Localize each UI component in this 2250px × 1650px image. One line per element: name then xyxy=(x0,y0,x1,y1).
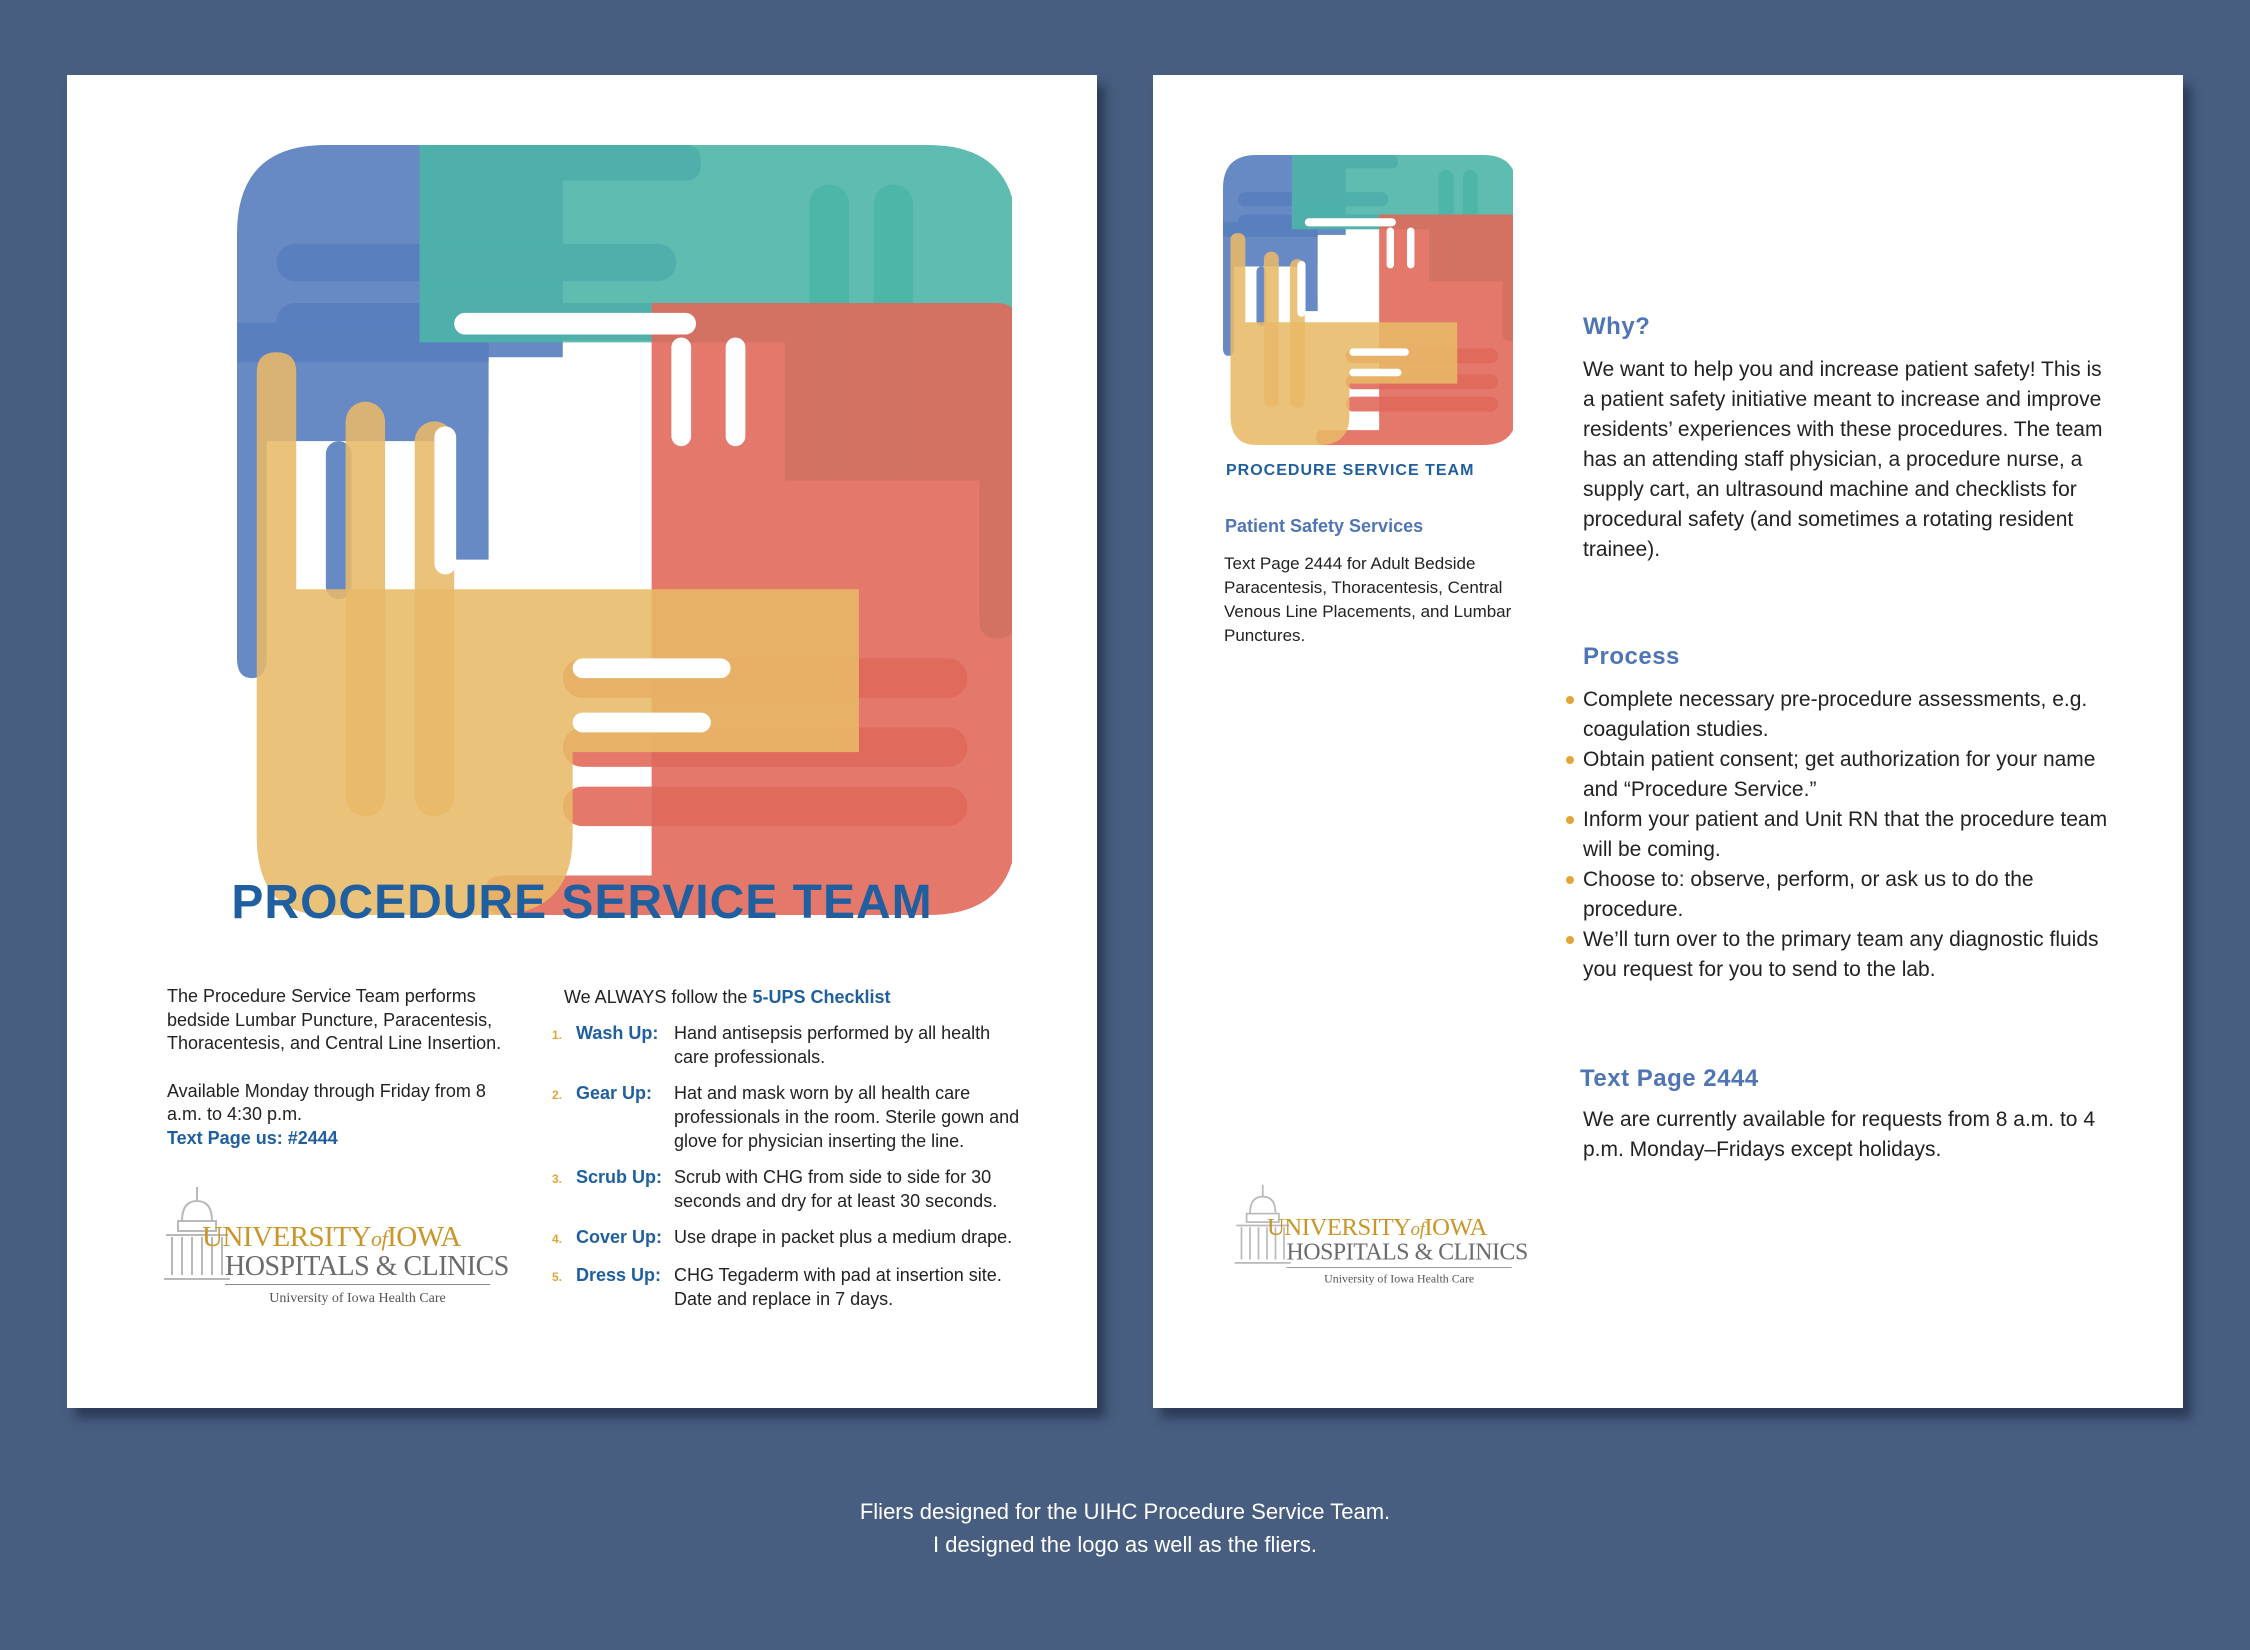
caption-line-2: I designed the logo as well as the fliers. xyxy=(932,1532,1317,1557)
step-number: 2. xyxy=(552,1088,563,1102)
checklist-heading xyxy=(564,985,1022,1009)
logo-hospitals-line: HOSPITALS & CLINICS xyxy=(1286,1239,1528,1266)
step-label: Scrub Up: xyxy=(576,1167,663,1187)
step-label: Wash Up: xyxy=(576,1023,659,1043)
intro-column xyxy=(167,985,507,1150)
checklist-name: 5-UPS Checklist xyxy=(752,987,891,1007)
step-number: 1. xyxy=(552,1028,563,1042)
logo-caption: PROCEDURE SERVICE TEAM xyxy=(1226,462,1475,479)
process-item: Choose to: observe, perform, or ask us to do the procedure. xyxy=(1583,865,2123,925)
process-heading: Process xyxy=(1583,643,1680,670)
portfolio-caption xyxy=(0,1495,2250,1561)
patient-safety-body: Text Page 2444 for Adult Bedside Paracentesis, Thoracentesis, Central Venous Line Placements, and Lumbar Punctures. xyxy=(1224,554,1512,645)
hands-logo-icon xyxy=(232,145,1012,915)
logo-health-care-line: University of Iowa Health Care xyxy=(269,1291,446,1306)
step-description: Hand antisepsis performed by all health care professionals. xyxy=(674,1023,991,1067)
availability-text: Available Monday through Friday from 8 a.m. to 4:30 p.m. xyxy=(167,1080,486,1124)
text-page-body: We are currently available for requests from 8 a.m. to 4 p.m. Monday–Fridays except holidays. xyxy=(1583,1108,2095,1161)
checklist-step xyxy=(552,1263,1022,1311)
checklist-step xyxy=(552,1021,1022,1069)
flier-back xyxy=(1153,75,2183,1408)
text-page-line: Text Page us: #2444 xyxy=(167,1127,338,1148)
caption-line-1: Fliers designed for the UIHC Procedure Service Team. xyxy=(859,1499,1391,1524)
logo-health-care-line: University of Iowa Health Care xyxy=(1324,1273,1475,1286)
logo-university-line: UNIVERSITYofIOWA xyxy=(202,1221,461,1253)
flier-title: PROCEDURE SERVICE TEAM xyxy=(231,876,933,929)
step-label: Dress Up: xyxy=(576,1265,662,1285)
checklist-step xyxy=(552,1081,1022,1153)
checklist-step xyxy=(552,1225,1022,1251)
logo-divider xyxy=(1287,1267,1512,1268)
step-description: CHG Tegaderm with pad at insertion site. Date and replace in 7 days. xyxy=(674,1265,1002,1309)
logo-divider xyxy=(225,1284,490,1285)
why-body: We want to help you and increase patient safety! This is a patient safety initiative meant to increase and improve residents’ experiences with these procedures. The team has an attending staff physician, a procedure nurse, a supply cart, an ultrasound machine and checklists for procedural safety (and sometimes a rotating resident trainee). xyxy=(1583,358,2103,561)
patient-safety-heading: Patient Safety Services xyxy=(1225,516,1424,536)
logo-university-line: UNIVERSITYofIOWA xyxy=(1267,1213,1488,1241)
checklist-prefix: We ALWAYS follow the xyxy=(564,987,748,1007)
hands-logo-icon xyxy=(1223,155,1513,445)
uiowa-logo xyxy=(1233,1183,1528,1294)
process-item: Obtain patient consent; get authorization for your name and “Procedure Service.” xyxy=(1583,745,2123,805)
intro-text: The Procedure Service Team performs bedside Lumbar Puncture, Paracentesis, Thoracentesis, and Central Line Insertion. xyxy=(167,986,502,1053)
step-number: 5. xyxy=(552,1270,563,1284)
text-page-heading: Text Page 2444 xyxy=(1580,1065,1759,1092)
uiowa-logo xyxy=(162,1185,509,1315)
why-heading: Why? xyxy=(1583,313,1651,340)
checklist xyxy=(552,985,1022,1323)
process-item: Complete necessary pre-procedure assessments, e.g. coagulation studies. xyxy=(1583,685,2123,745)
step-label: Gear Up: xyxy=(576,1083,653,1103)
checklist-step xyxy=(552,1165,1022,1213)
step-description: Scrub with CHG from side to side for 30 seconds and dry for at least 30 seconds. xyxy=(674,1167,998,1211)
step-description: Hat and mask worn by all health care professionals in the room. Sterile gown and glove for physician inserting the line. xyxy=(674,1083,1020,1151)
process-list xyxy=(1583,685,2123,985)
step-label: Cover Up: xyxy=(576,1227,663,1247)
step-number: 3. xyxy=(552,1172,563,1186)
process-item: Inform your patient and Unit RN that the procedure team will be coming. xyxy=(1583,805,2123,865)
logo-hospitals-line: HOSPITALS & CLINICS xyxy=(225,1251,509,1282)
step-number: 4. xyxy=(552,1232,563,1246)
step-description: Use drape in packet plus a medium drape. xyxy=(674,1227,1013,1247)
flier-front xyxy=(67,75,1097,1408)
process-item: We’ll turn over to the primary team any diagnostic fluids you request for you to send to the lab. xyxy=(1583,925,2123,985)
